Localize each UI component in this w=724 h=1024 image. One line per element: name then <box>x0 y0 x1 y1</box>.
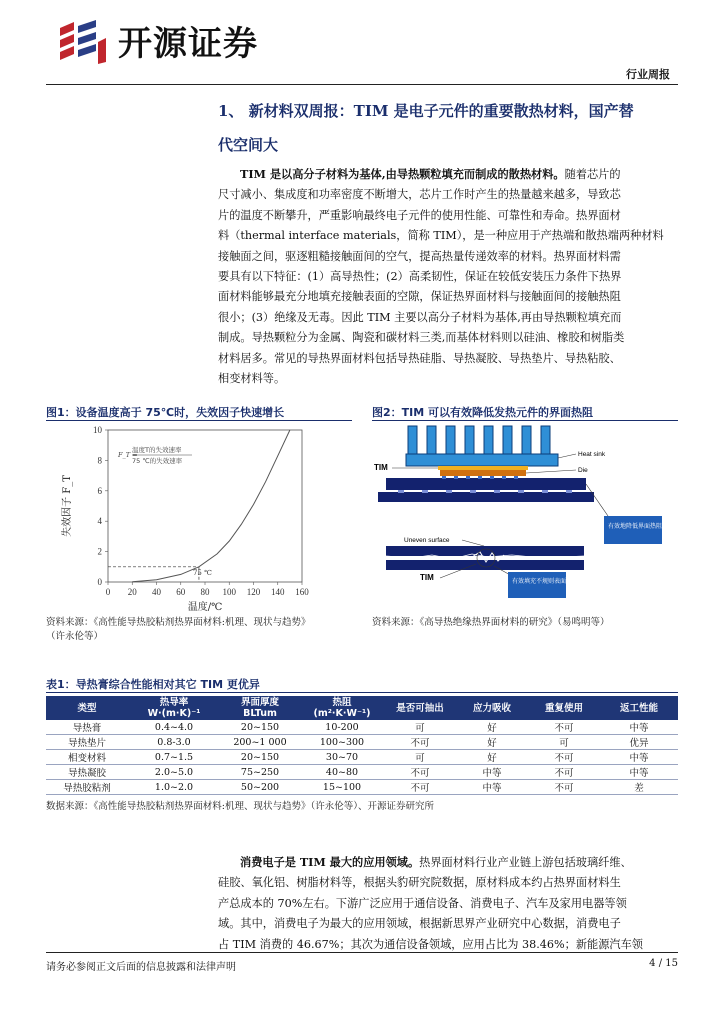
x-tick-label: 20 <box>127 587 137 597</box>
x-axis-label: 温度/℃ <box>187 602 223 613</box>
figure1-source <box>46 616 356 644</box>
table-cell: 15~100 <box>300 780 384 795</box>
table-cell: 可 <box>528 735 600 750</box>
callout-box-1 <box>604 516 662 544</box>
die-shape <box>440 470 526 476</box>
para2-line-4: 占 TIM 消费的 46.67%；其次为通信设备领域，应用占比为 38.46%；新能源汽车领 <box>218 937 643 951</box>
para2-line-3: 域。其中，消费电子为最大的应用领域，根据新思界产业研究中心数据，消费电子 <box>218 917 621 931</box>
para2-line-0: 消费电子是 TIM 最大的应用领域。热界面材料行业产业链上游包括玻璃纤维、 <box>240 855 632 869</box>
table-header-cell: 类型 <box>46 696 128 720</box>
table-header-cell: 是否可抽出 <box>384 696 456 720</box>
table-cell: 不可 <box>528 720 600 735</box>
table-cell: 差 <box>600 780 678 795</box>
brand-name: 开源证券 <box>118 24 258 64</box>
para-line-5: 要具有以下特征：(1）高导热性；(2）高柔韧性，保证在较低安装压力条件下热界 <box>218 270 622 284</box>
callout-box-2 <box>508 572 566 598</box>
upper-contact-surface <box>386 546 584 556</box>
y-axis-label: 失效因子 F_T <box>62 475 73 537</box>
figure2-diagram <box>372 424 678 602</box>
y-tick-label: 0 <box>97 577 102 587</box>
table-cell: 导热胶粘剂 <box>46 780 128 795</box>
reference-label: 75 ℃ <box>192 568 212 577</box>
table-cell: 不可 <box>528 750 600 765</box>
header-divider <box>46 84 678 85</box>
consumer-electronics-paragraph <box>218 852 680 955</box>
para-line-1: 尺寸减小、集成度和功率密度不断增大，芯片工作时产生的热量越来越多，导致芯 <box>218 188 621 202</box>
table-cell: 导热膏 <box>46 720 128 735</box>
table-cell: 1.0~2.0 <box>128 780 220 795</box>
table-header-cell: 应力吸收 <box>456 696 528 720</box>
label-die: Die <box>578 467 588 474</box>
para-line-2: 片的温度不断攀升，严重影响最终电子元件的使用性能、可靠性和寿命。热界面材 <box>218 208 621 222</box>
table-cell: 0.7~1.5 <box>128 750 220 765</box>
x-tick-label: 160 <box>295 587 309 597</box>
table-header-cell: 返工性能 <box>600 696 678 720</box>
table-header-cell: 热阻 (m²·K·W⁻¹) <box>300 696 384 720</box>
table-cell: 100~300 <box>300 735 384 750</box>
para-line-3: 料（thermal interface materials，简称 TIM），是一种应用于产热端和散热端两种材料 <box>218 229 664 243</box>
label-uneven-surface: Uneven surface <box>404 537 450 544</box>
page-number: 4 / 15 <box>649 958 678 969</box>
y-tick-label: 10 <box>93 425 102 435</box>
para-line-7: 很小；(3）绝缘及无毒。因此 TIM 主要以高分子材料为基体,再由导热颗粒填充而 <box>218 310 622 324</box>
para2-line-2: 产总成本的 70%左右。下游广泛应用于通信设备、消费电子、汽车及家用电器等领 <box>218 896 627 910</box>
table-row <box>46 780 678 795</box>
para-line-8: 制成。导热颗粒分为金属、陶瓷和碳材料三类,而基体材料则以硅油、橡胶和树脂类 <box>218 331 625 345</box>
table-cell: 优异 <box>600 735 678 750</box>
figure2-source: 资料来源：《高导热绝缘热界面材料的研究》（易鸣明等） <box>372 617 610 628</box>
x-tick-label: 80 <box>200 587 210 597</box>
heat-sink-shape <box>406 426 558 466</box>
x-tick-label: 40 <box>152 587 161 597</box>
figure2-title-rule <box>372 420 678 421</box>
table-header-cell: 界面厚度 BLTum <box>220 696 300 720</box>
table-cell: 可 <box>384 720 456 735</box>
para-line-0: TIM 是以高分子材料为基体,由导热颗粒填充而制成的散热材料。随着芯片的 <box>240 167 621 181</box>
table-cell: 中等 <box>600 765 678 780</box>
callout-text-1: 有效地降低界面热阻 <box>608 523 663 530</box>
x-tick-label: 100 <box>222 587 236 597</box>
section-heading-line2: 代空间大 <box>218 136 279 154</box>
table-cell: 好 <box>456 735 528 750</box>
footer-divider <box>46 952 678 953</box>
table-cell: 0.4~4.0 <box>128 720 220 735</box>
table-row <box>46 720 678 735</box>
table-cell: 不可 <box>384 765 456 780</box>
x-tick-label: 60 <box>176 587 186 597</box>
figure2-title: 图2：TIM 可以有效降低发热元件的界面热阻 <box>372 406 594 419</box>
table-cell: 30~70 <box>300 750 384 765</box>
table-cell: 导热垫片 <box>46 735 128 750</box>
label-tim-bottom: TIM <box>420 573 434 582</box>
intro-paragraph <box>218 164 680 389</box>
x-tick-label: 0 <box>105 587 111 597</box>
lower-contact-surface <box>386 560 584 570</box>
table-cell: 0.8-3.0 <box>128 735 220 750</box>
para-line-10: 相变材料等。 <box>218 372 286 386</box>
table-cell: 20~150 <box>220 720 300 735</box>
table-row <box>46 765 678 780</box>
legend-line2: 75 ℃的失效速率 <box>132 457 183 465</box>
para-line-9: 材料居多。常见的导热界面材料包括导热硅脂、导热凝胶、导热垫片、导热粘胶、 <box>218 351 621 365</box>
table-cell: 好 <box>456 750 528 765</box>
y-tick-label: 2 <box>97 546 102 557</box>
table1-title-rule <box>46 692 678 693</box>
callout-text-2: 有效填充不规则表面，降低热阻 <box>512 578 597 585</box>
x-tick-label: 120 <box>246 587 261 597</box>
label-heat-sink: Heat sink <box>578 451 606 458</box>
table-cell: 200~1 000 <box>220 735 300 750</box>
table-cell: 好 <box>456 720 528 735</box>
pcb-board <box>378 492 594 502</box>
table-cell: 可 <box>384 750 456 765</box>
brand-logo-icon <box>56 18 108 66</box>
table-cell: 相变材料 <box>46 750 128 765</box>
para2-line-1: 硅胶、氧化铝、树脂材料等，根据头豹研究院数据，原材料成本约占热界面材料生 <box>218 876 621 890</box>
table-cell: 75~250 <box>220 765 300 780</box>
table-cell: 导热凝胶 <box>46 765 128 780</box>
y-tick-label: 6 <box>97 485 102 496</box>
figure1-title-rule <box>46 420 352 421</box>
y-tick-label: 8 <box>97 455 102 466</box>
legend-line1: 温度T的失效速率 <box>132 446 182 454</box>
table-cell: 20~150 <box>220 750 300 765</box>
report-type-label: 行业周报 <box>626 68 670 81</box>
figure1-chart <box>46 424 352 614</box>
table-cell: 不可 <box>384 780 456 795</box>
table-cell: 2.0~5.0 <box>128 765 220 780</box>
y-tick-label: 4 <box>97 516 102 527</box>
table-row <box>46 750 678 765</box>
table-header-cell: 热导率 W·(m·K)⁻¹ <box>128 696 220 720</box>
substrate-board <box>386 478 586 490</box>
table-cell: 不可 <box>528 780 600 795</box>
table-cell: 不可 <box>528 765 600 780</box>
table-cell: 中等 <box>600 750 678 765</box>
table-row <box>46 735 678 750</box>
table1-source: 数据来源：《高性能导热胶粘剂热界面材料:机理、现状与趋势》（许永伦等）、开源证券研究所 <box>46 801 434 812</box>
table-cell: 10-200 <box>300 720 384 735</box>
table-header-cell: 重复使用 <box>528 696 600 720</box>
table-cell: 40~80 <box>300 765 384 780</box>
table-cell: 不可 <box>384 735 456 750</box>
section-heading-line1: 1、 新材料双周报：TIM 是电子元件的重要散热材料，国产替 <box>218 102 634 120</box>
figure1-source-line1: 资料来源：《高性能导热胶粘剂热界面材料:机理、现状与趋势》 <box>46 617 311 628</box>
footer-disclaimer: 请务必参阅正文后面的信息披露和法律声明 <box>46 962 236 973</box>
table-cell: 中等 <box>456 765 528 780</box>
figure1-source-line2: （许永伦等） <box>46 631 104 642</box>
legend-symbol: F_T = <box>118 451 138 459</box>
table-cell: 中等 <box>600 720 678 735</box>
para-line-4: 接触面之间，驱逐粗糙接触面间的空气，提高热量传递效率的材料。热界面材料需 <box>218 249 621 263</box>
properties-table <box>46 696 678 795</box>
table1-title: 表1：导热膏综合性能相对其它 TIM 更优异 <box>46 678 260 691</box>
label-tim-top: TIM <box>374 463 388 472</box>
table-cell: 中等 <box>456 780 528 795</box>
para-line-6: 面材料能够最充分地填充接触表面的空隙，保证热界面材料与接触面间的接触热阻 <box>218 290 621 304</box>
x-tick-label: 140 <box>271 587 285 597</box>
figure1-title: 图1：设备温度高于 75℃时，失效因子快速增长 <box>46 406 285 419</box>
tim-layer-top <box>438 466 528 470</box>
table-header-row <box>46 696 678 720</box>
table-cell: 50~200 <box>220 780 300 795</box>
